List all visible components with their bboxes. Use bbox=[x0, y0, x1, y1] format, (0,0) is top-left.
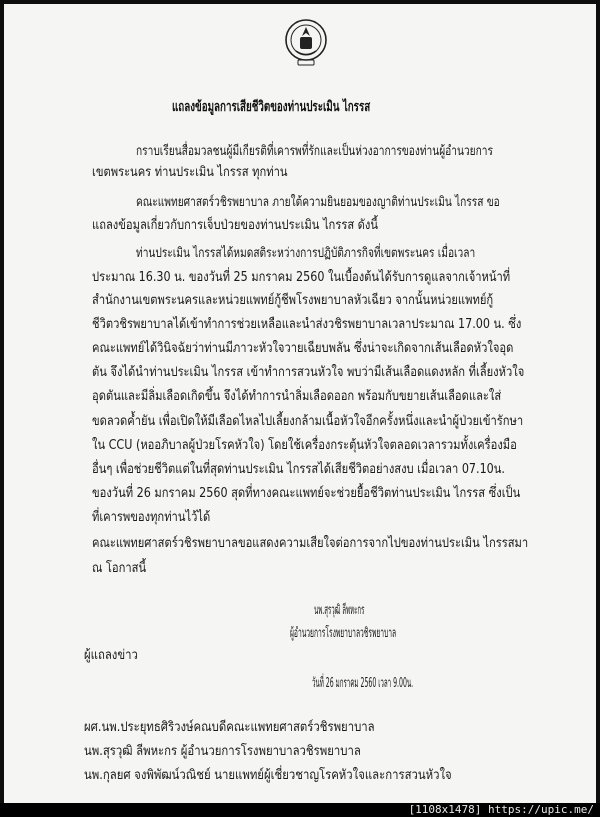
paragraph-line: คณะแพทย์ได้วินิจฉัยว่าท่านมีภาวะหัวใจวายเฉียบพลัน ซึ่งน่าจะเกิดจากเส้นเลือดหัวใจอุด bbox=[92, 341, 514, 356]
signer-name: นพ.สุรวุฒิ ลีพหะกร bbox=[314, 603, 365, 618]
paragraph-line: ใน CCU (หออภิบาลผู้ป่วยโรคหัวใจ) โดยใช้เครื่องกระตุ้นหัวใจตลอดเวลารวมทั้งเครื่องมือ bbox=[92, 438, 517, 453]
paragraph-line: อุดตันและมีลิ่มเลือดเกิดขึ้น จึงได้ทำการนำลิ่มเลือดออก พร้อมกับขยายเส้นเลือดและใส่ bbox=[92, 389, 502, 404]
paragraph-line: กราบเรียนสื่อมวลชนผู้มีเกียรติที่เคารพที่รักและเป็นห่วงอาการของท่านผู้อำนวยการ bbox=[136, 144, 493, 159]
paragraph-line: ของวันที่ 26 มกราคม 2560 สุดที่ทางคณะแพทย์จะช่วยยื้อชีวิตท่านประเมิน ไกรรส ซึ่งเป็น bbox=[92, 486, 521, 501]
announcement-date: วันที่ 26 มกราคม 2560 เวลา 9.00น. bbox=[312, 676, 414, 691]
paragraph-line: ณ โอกาสนี้ bbox=[92, 561, 147, 576]
institution-seal-icon bbox=[284, 18, 328, 68]
paragraph-line: ขดลวดค้ำยัน เพื่อเปิดให้มีเลือดไหลไปเลี้ยงกล้ามเนื้อหัวใจอีกครั้งหนึ่งและนำผู้ป่วยเข้ารักษา bbox=[92, 414, 524, 429]
footer-bar bbox=[0, 803, 600, 817]
participant-line: นพ.สุรวุฒิ ลีพหะกร ผู้อำนวยการโรงพยาบาลวชิรพยาบาล bbox=[84, 744, 361, 759]
document-title: แถลงข้อมูลการเสียชีวิตของท่านประเมิน ไกรรส bbox=[172, 99, 371, 115]
paragraph-line: ที่เคารพของทุกท่านไว้ได้ bbox=[92, 510, 211, 525]
paragraph-line: คณะแพทยศาสตร์วชิรพยาบาล ภายใต้ความยินยอมของญาติท่านประเมิน ไกรรส ขอ bbox=[136, 195, 500, 210]
announcer-label: ผู้แถลงข่าว bbox=[84, 648, 138, 663]
document-page bbox=[4, 4, 596, 804]
paragraph-line: ประมาณ 16.30 น. ของวันที่ 25 มกราคม 2560 ในเบื้องต้นได้รับการดูแลจากเจ้าหน้าที่ bbox=[92, 270, 511, 285]
participant-line: นพ.กุลยศ จงพิพัฒน์วณิชย์ นายแพทย์ผู้เชี่ยวชาญโรคหัวใจและการสวนหัวใจ bbox=[84, 768, 452, 783]
paragraph-line: ท่านประเมิน ไกรรสได้หมดสติระหว่างการปฏิบัติภารกิจที่เขตพระนคร เมื่อเวลา bbox=[136, 246, 476, 261]
paragraph-line: ชีวิตวชิรพยาบาลได้เข้าทำการช่วยเหลือและนำส่งวชิรพยาบาลเวลาประมาณ 17.00 น. ซึ่ง bbox=[92, 317, 522, 332]
paragraph-line: อื่นๆ เพื่อช่วยชีวิตแต่ในที่สุดท่านประเมิน ไกรรสได้เสียชีวิตอย่างสงบ เมื่อเวลา 07.10น. bbox=[92, 462, 505, 477]
paragraph-line: เขตพระนคร ท่านประเมิน ไกรรส ทุกท่าน bbox=[92, 165, 288, 180]
paragraph-line: คณะแพทยศาสตร์วชิรพยาบาลขอแสดงความเสียใจต่อการจากไปของท่านประเมิน ไกรรสมา bbox=[92, 536, 529, 551]
paragraph-line: ตัน จึงได้นำท่านประเมิน ไกรรส เข้าทำการสวนหัวใจ พบว่ามีเส้นเลือดแดงหลัก ที่เลี้ยงหัวใจ bbox=[92, 365, 525, 380]
paragraph-line: สำนักงานเขตพระนครและหน่วยแพทย์กู้ชีพโรงพยาบาลหัวเฉียว จากนั้นหน่วยแพทย์กู้ bbox=[92, 293, 494, 308]
paragraph-line: แถลงข้อมูลเกี่ยวกับการเจ็บป่วยของท่านประเมิน ไกรรส ดังนี้ bbox=[92, 218, 379, 233]
source-watermark[interactable]: [1108x1478] https://upic.me/ bbox=[408, 803, 594, 816]
signer-title: ผู้อำนวยการโรงพยาบาลวชิรพยาบาล bbox=[290, 626, 397, 641]
participant-line: ผศ.นพ.ประยุทธศิริวงษ์คณบดีคณะแพทยศาสตร์วชิรพยาบาล bbox=[84, 720, 375, 735]
